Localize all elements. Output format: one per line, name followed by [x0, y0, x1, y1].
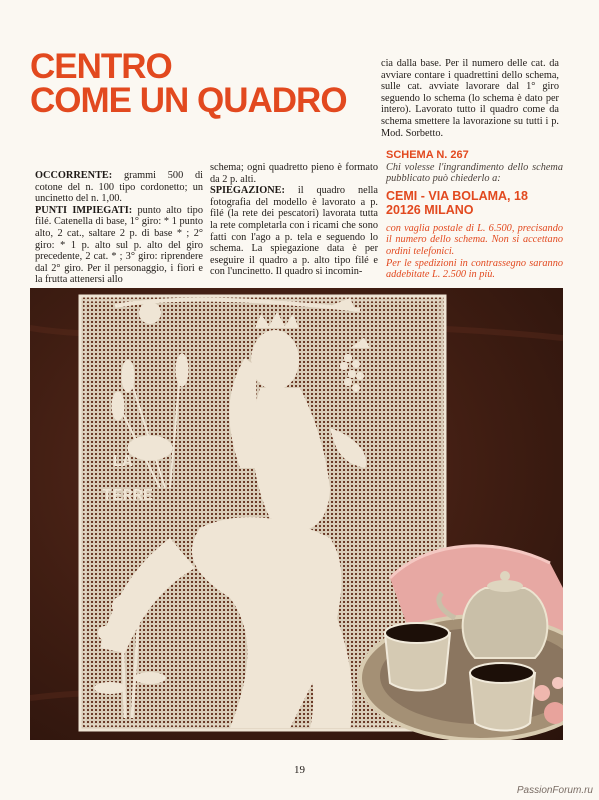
occorrente-paragraph	[35, 170, 203, 205]
scheme-number: SCHEMA N. 267	[386, 149, 469, 161]
spiegazione-paragraph	[210, 185, 378, 278]
intro-continuation-text	[381, 58, 559, 139]
order-address	[386, 189, 563, 217]
payment-note: con vaglia postale di L. 6.500, precisando il numero dello schema. Non si accettano ordini telefonici.	[386, 222, 563, 257]
spiegazione-label: SPIEGAZIONE:	[210, 185, 285, 197]
article-title	[30, 47, 380, 120]
order-info-column	[386, 150, 563, 281]
page-number: 19	[294, 764, 305, 776]
address-line-2: 20126 MILANO	[386, 202, 474, 217]
materials-column	[35, 170, 203, 286]
instructions-column	[210, 162, 378, 278]
lace-centerpiece-photo	[30, 288, 563, 740]
occorrente-text: grammi 500 di cotone del n. 100 tipo cordonetto; un uncinetto del n. 1,00.	[35, 170, 203, 205]
enlargement-note: Chi volesse l'ingrandimento dello schema pubblicato può chiederlo a:	[386, 161, 563, 185]
photo-illustration	[30, 288, 563, 740]
occorrente-label: OCCORRENTE:	[35, 170, 113, 181]
shipping-note: Per le spedizioni in contrassegno saranno addebitate L. 2.500 in più.	[386, 257, 563, 281]
punti-text: punto alto tipo filé. Catenella di base, 1° giro: * 1 punto alto, 2 cat., saltare 2 p. di base * ; 2° giro: * 1 p. alto sul p. alto del giro precedente, 2 cat. * ; 3° giro: riprendere dal 2° giro. Per il personaggio, i fiori e la frutta attenersi allo	[35, 204, 203, 286]
title-line-2: COME UN QUADRO	[30, 81, 347, 120]
schema-continuation: schema; ogni quadretto pieno è formato da 2 p. alti.	[210, 162, 378, 185]
coffee-cup-right	[470, 663, 535, 731]
title-line-1: CENTRO	[30, 47, 172, 86]
coffee-cup-left	[385, 623, 450, 691]
spiegazione-text: il quadro nella fotografia del modello è lavorato a p. filé (la rete dei pescatori) lavorata tutta la rete completarla con i ricami che sono fatti con l'ago a p. tela e seguendo lo schema. La spiegazione data è per eseguire il quadro a p. alto tipo filé e con l'uncinetto. Il quadro si incomin-	[210, 185, 378, 278]
address-line-1: CEMI - VIA BOLAMA, 18	[386, 188, 528, 203]
lace-label-terre: TERRE	[102, 487, 154, 506]
punti-paragraph	[35, 205, 203, 286]
intro-paragraph: cia dalla base. Per il numero delle cat. da avviare contare i quadrettini dello schema, sulle cat. avviate lavorare dal 1° giro seguendo lo schema (lo schema è dato per intero). Lavorato tutto il quadro come da schema smettere la lavorazione su tutti i p. Mod. Sorbetto.	[381, 58, 559, 139]
lace-label-la: LA	[112, 453, 133, 472]
punti-label: PUNTI IMPIEGATI:	[35, 204, 133, 216]
watermark-text: PassionForum.ru	[516, 785, 593, 796]
